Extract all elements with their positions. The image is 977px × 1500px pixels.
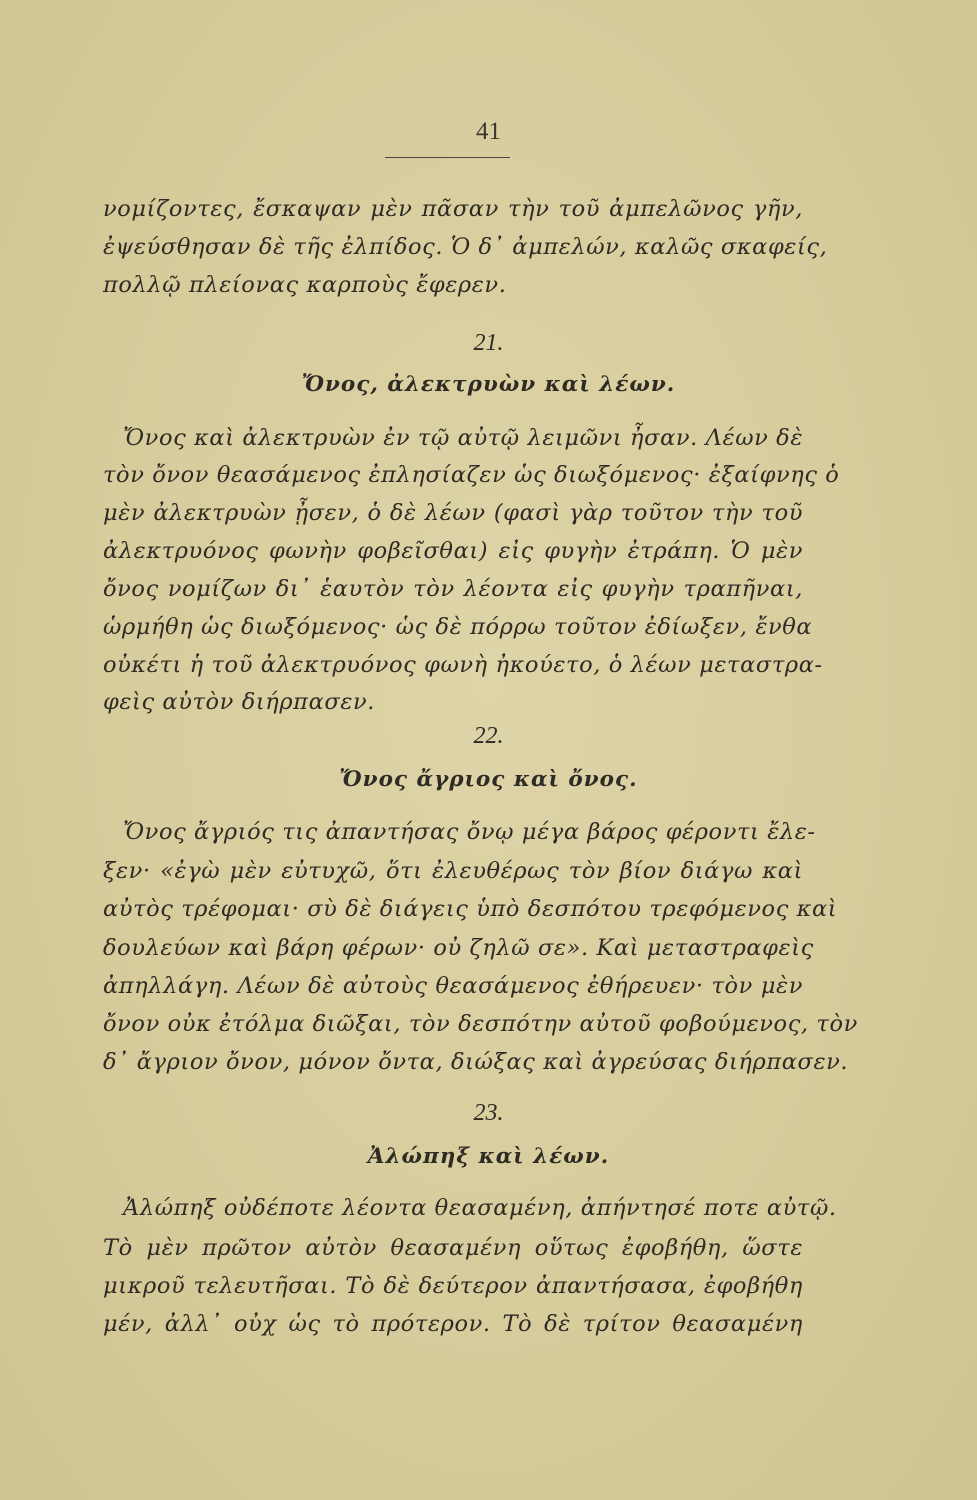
text-line: ἀπηλλάγη. Λέων δὲ αὐτοὺς θεασάμενος ἐθήρευεν· τὸν μὲν	[103, 973, 803, 999]
text-line: νομίζοντες, ἔσκαψαν μὲν πᾶσαν τὴν τοῦ ἀμπελῶνος γῆν,	[103, 196, 803, 222]
text-line: μέν, ἀλλ᾽ οὐχ ὡς τὸ πρότερον. Τὸ δὲ τρίτον θεασαμένη	[103, 1311, 803, 1337]
text-line: φεὶς αὐτὸν διήρπασεν.	[103, 689, 376, 715]
text-line: οὐκέτι ἡ τοῦ ἀλεκτρυόνος φωνὴ ἠκούετο, ὁ λέων μεταστρα-	[103, 652, 823, 678]
header-rule	[385, 157, 510, 158]
text-line: ὄνος νομίζων δι᾽ ἑαυτὸν τὸν λέοντα εἰς φυγὴν τραπῆναι,	[103, 576, 803, 602]
text-line: Ἀλώπηξ οὐδέποτε λέοντα θεασαμένη, ἀπήντησέ ποτε αὐτῷ.	[123, 1195, 837, 1221]
fable-number: 22.	[473, 723, 504, 749]
text-line: ὡρμήθη ὡς διωξόμενος· ὡς δὲ πόρρω τοῦτον ἐδίωξεν, ἔνθα	[103, 614, 813, 640]
text-line: ἐψεύσθησαν δὲ τῆς ἐλπίδος. Ὁ δ᾽ ἀμπελών, καλῶς σκαφείς,	[103, 234, 828, 260]
text-line: Ὄνος ἄγριός τις ἀπαντήσας ὄνῳ μέγα βάρος φέροντι ἔλε-	[123, 819, 816, 845]
text-line: αὐτὸς τρέφομαι· σὺ δὲ διάγεις ὑπὸ δεσπότου τρεφόμενος καὶ	[103, 896, 838, 922]
text-line: δουλεύων καὶ βάρη φέρων· οὐ ζηλῶ σε». Καὶ μεταστραφεὶς	[103, 935, 814, 961]
fable-number: 21.	[473, 330, 504, 356]
text-line: Ὄνος καὶ ἀλεκτρυὼν ἐν τῷ αὐτῷ λειμῶνι ἦσαν. Λέων δὲ	[123, 425, 803, 451]
text-line: πολλῷ πλείονας καρποὺς ἔφερεν.	[103, 272, 507, 298]
text-line: ὄνον οὐκ ἐτόλμα διῶξαι, τὸν δεσπότην αὐτοῦ φοβούμενος, τὸν	[103, 1011, 858, 1037]
fable-title: Ἀλώπηξ καὶ λέων.	[367, 1144, 610, 1169]
text-line: δ᾽ ἄγριον ὄνον, μόνον ὄντα, διώξας καὶ ἀγρεύσας διήρπασεν.	[103, 1049, 849, 1075]
text-line: τὸν ὄνον θεασάμενος ἐπλησίαζεν ὡς διωξόμενος· ἐξαίφνης ὁ	[103, 462, 840, 488]
text-line: μὲν ἀλεκτρυὼν ᾖσεν, ὁ δὲ λέων (φασὶ γὰρ τοῦτον τὴν τοῦ	[103, 500, 803, 526]
page-number: 41	[476, 118, 501, 145]
text-line: μικροῦ τελευτῆσαι. Τὸ δὲ δεύτερον ἀπαντήσασα, ἐφοβήθη	[103, 1273, 803, 1299]
text-line: ξεν· «ἐγὼ μὲν εὐτυχῶ, ὅτι ἐλευθέρως τὸν βίον διάγω καὶ	[103, 858, 803, 884]
fable-number: 23.	[473, 1100, 504, 1126]
text-line: Τὸ μὲν πρῶτον αὐτὸν θεασαμένη οὕτως ἐφοβήθη, ὥστε	[103, 1235, 803, 1261]
text-line: ἀλεκτρυόνος φωνὴν φοβεῖσθαι) εἰς φυγὴν ἐτράπη. Ὁ μὲν	[103, 538, 803, 564]
fable-title: Ὄνος ἄγριος καὶ ὄνος.	[339, 767, 638, 792]
fable-title: Ὄνος, ἀλεκτρυὼν καὶ λέων.	[301, 372, 676, 397]
